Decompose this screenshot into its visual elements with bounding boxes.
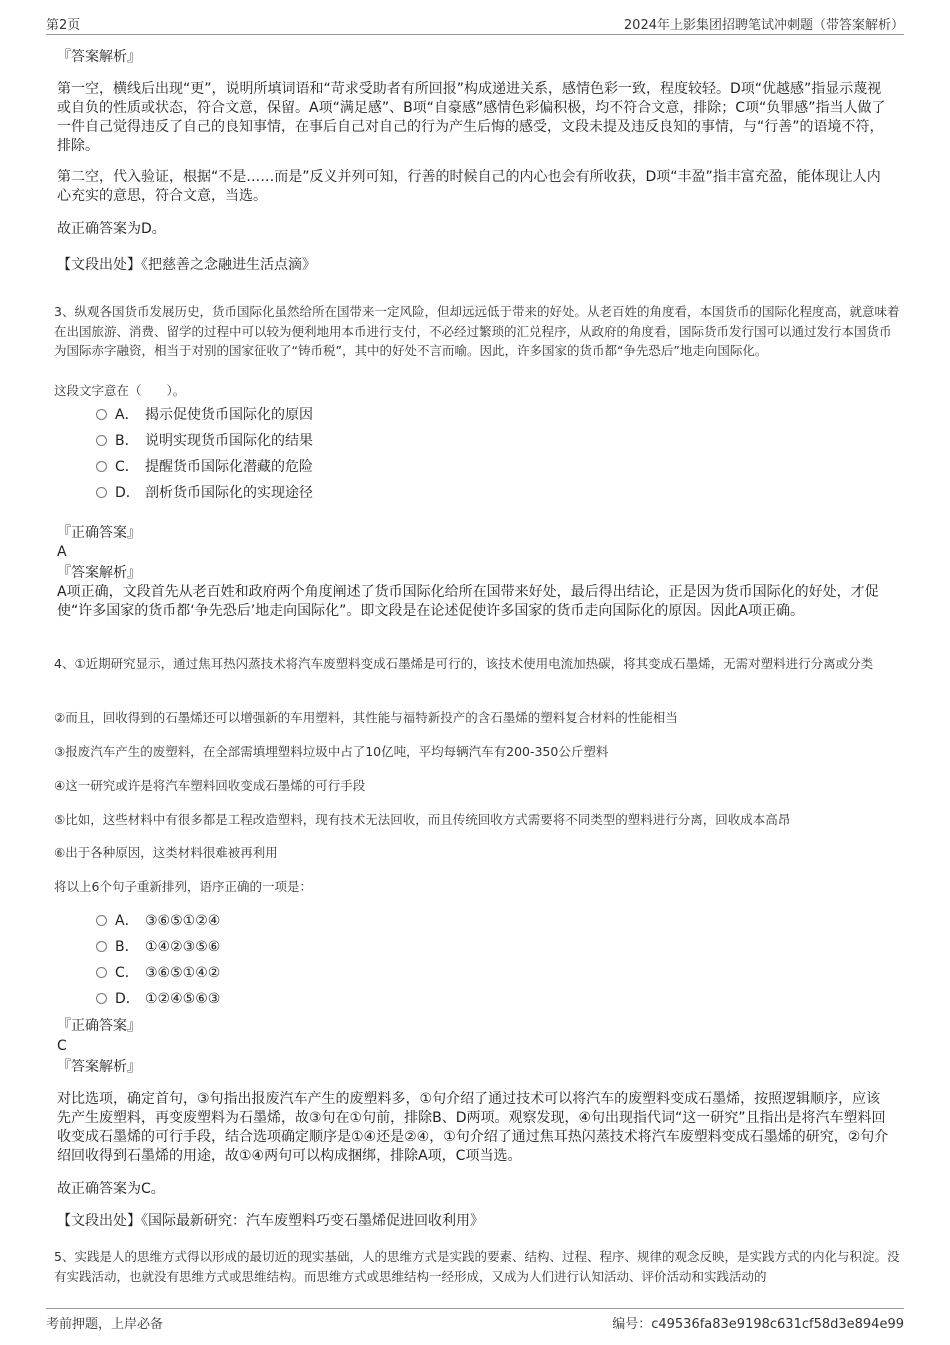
q4-answer-label: 『正确答案』	[57, 1018, 141, 1034]
radio-icon[interactable]	[96, 487, 107, 498]
q3-option-a[interactable]: A． 揭示促使货币国际化的原因	[96, 405, 313, 425]
q4-analysis: 对比选项，确定首句，③句指出报废汽车产生的废塑料多，①句介绍了通过技术可以将汽车的废塑料变成石墨烯，按照逻辑顺序，应该先产生废塑料，再变废塑料为石墨烯，故③句在①句前，排除B、D两项。观察发现，④句出现指代词“这一研究”且指出是将汽车塑料回收变成石墨烯的可行手段，结合选项确定顺序是①④还是②④，①句介绍了通过焦耳热闪蒸技术将汽车废塑料变成石墨烯的研究，②句介绍回收得到石墨烯的用途，故①④两句可以构成捆绑，排除A项，C项当选。	[57, 1091, 889, 1164]
question-3-stem: 3、纵观各国货币发展历史，货币国际化虽然给所在国带来一定风险，但却远远低于带来的好处。从老百姓的角度看，本国货币的国际化程度高，就意味着在出国旅游、消费、留学的过程中可以较为便利地用本币进行支付，不必经过繁琐的汇兑程序，从政府的角度看，国际货币发行国可以通过发行本国货币为国际赤字融资，相当于对别的国家征收了“铸币税”，其中的好处不言而喻。因此，许多国家的货币都“争先恐后”地走向国际化。	[54, 304, 900, 358]
document-code: 编号：c49536fa83e9198c631cf58d3e894e99	[612, 1317, 904, 1332]
q4-option-d[interactable]: D． ①②④⑤⑥③	[96, 989, 220, 1009]
q4-sentence-5: ⑤比如，这些材料中有很多都是工程改造塑料，现有技术无法回收，而且传统回收方式需要将不同类型的塑料进行分离，回收成本高昂	[54, 812, 791, 827]
radio-icon[interactable]	[96, 409, 107, 420]
radio-icon[interactable]	[96, 461, 107, 472]
q4-sentence-2: ②而且，回收得到的石墨烯还可以增强新的车用塑料，其性能与福特新投产的含石墨烯的塑料复合材料的性能相当	[54, 710, 678, 725]
analysis-label: 『答案解析』	[57, 49, 141, 65]
q3-analysis-label: 『答案解析』	[57, 565, 141, 581]
q4-sentence-4: ④这一研究或许是将汽车塑料回收变成石墨烯的可行手段	[54, 778, 366, 793]
conclusion: 故正确答案为D。	[57, 221, 166, 237]
page-footer	[46, 1308, 904, 1333]
page-header	[46, 14, 904, 35]
q3-option-d[interactable]: D． 剖析货币国际化的实现途径	[96, 483, 313, 503]
q3-analysis: A项正确，文段首先从老百姓和政府两个角度阐述了货币国际化给所在国带来好处，最后得出结论，正是因为货币国际化的好处，才促使“许多国家的货币都‘争先恐后’地走向国际化”。即文段是在论述促使许多国家的货币走向国际化的原因。因此A项正确。	[57, 584, 879, 619]
q4-answer: C	[57, 1038, 67, 1054]
q4-option-a[interactable]: A． ③⑥⑤①②④	[96, 911, 220, 931]
q4-sentence-3: ③报废汽车产生的废塑料，在全部需填埋塑料垃圾中占了10亿吨，平均每辆汽车有200-350公斤塑料	[54, 744, 609, 759]
radio-icon[interactable]	[96, 915, 107, 926]
q3-option-b[interactable]: B． 说明实现货币国际化的结果	[96, 431, 313, 451]
source-citation: 【文段出处】《把慈善之念融进生活点滴》	[57, 257, 316, 273]
radio-icon[interactable]	[96, 993, 107, 1004]
analysis-paragraph-1: 第一空，横线后出现“更”，说明所填词语和“苛求受助者有所回报”构成递进关系，感情色彩一致，程度较轻。D项“优越感”指显示蔑视或自负的性质或状态，符合文意，保留。A项“满足感”、B项“自豪感”感情色彩偏积极，均不符合文意，排除；C项“负罪感”指当人做了一件自己觉得违反了自己的良知事情，在事后自己对自己的行为产生后悔的感受，文段未提及违反良知的事情，与“行善”的语境不符，排除。	[57, 81, 886, 154]
q4-option-c[interactable]: C． ③⑥⑤①④②	[96, 963, 220, 983]
question-3-ask: 这段文字意在（ ）。	[54, 383, 186, 398]
q4-sentence-1: 4、①近期研究显示，通过焦耳热闪蒸技术将汽车废塑料变成石墨烯是可行的，该技术使用电流加热碳，将其变成石墨烯，无需对塑料进行分离或分类	[54, 656, 874, 671]
footer-slogan: 考前押题，上岸必备	[46, 1317, 164, 1332]
document-title: 2024年上影集团招聘笔试冲刺题（带答案解析）	[623, 18, 904, 33]
q4-option-b[interactable]: B． ①④②③⑤⑥	[96, 937, 220, 957]
radio-icon[interactable]	[96, 941, 107, 952]
page-number: 第2页	[46, 18, 81, 33]
radio-icon[interactable]	[96, 435, 107, 446]
radio-icon[interactable]	[96, 967, 107, 978]
question-5-stem: 5、实践是人的思维方式得以形成的最切近的现实基础，人的思维方式是实践的要素、结构、过程、程序、规律的观念反映，是实践方式的内化与积淀。没有实践活动，也就没有思维方式或思维结构。而思维方式或思维结构一经形成，又成为人们进行认知活动、评价活动和实践活动的	[54, 1249, 900, 1284]
q3-answer-label: 『正确答案』	[57, 525, 141, 541]
q3-option-c[interactable]: C． 提醒货币国际化潜藏的危险	[96, 457, 313, 477]
q4-source-citation: 【文段出处】《国际最新研究：汽车废塑料巧变石墨烯促进回收利用》	[57, 1213, 484, 1229]
q4-sentence-6: ⑥出于各种原因，这类材料很难被再利用	[54, 845, 278, 860]
analysis-paragraph-2: 第二空，代入验证，根据“不是……而是”反义并列可知，行善的时候自己的内心也会有所收获，D项“丰盈”指丰富充盈，能体现让人内心充实的意思，符合文意，当选。	[57, 169, 881, 204]
q3-answer: A	[57, 544, 67, 560]
q4-ask: 将以上6个句子重新排列，语序正确的一项是：	[54, 879, 312, 894]
q4-analysis-label: 『答案解析』	[57, 1059, 141, 1075]
q4-conclusion: 故正确答案为C。	[57, 1181, 165, 1197]
